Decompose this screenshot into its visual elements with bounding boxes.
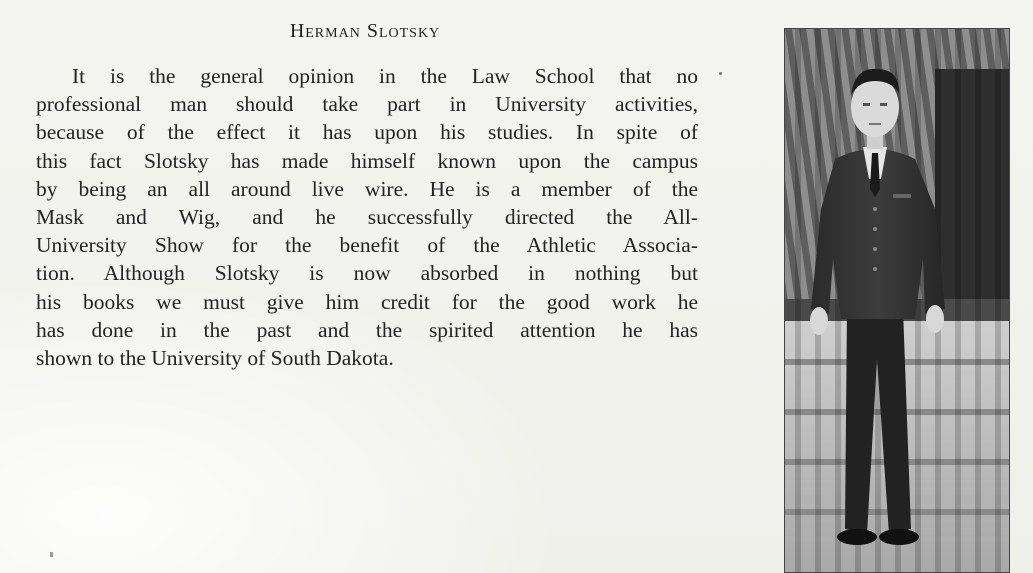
paragraph-line: his books we must give him credit for the good work he xyxy=(36,289,698,314)
paragraph-line: because of the effect it has upon his studies. In spite of xyxy=(36,120,698,145)
biography-paragraph xyxy=(36,62,698,372)
portrait-illustration xyxy=(785,29,1009,572)
page-title: Herman Slotsky xyxy=(289,20,441,42)
paragraph-line: University Show for the benefit of the Athletic Associa- xyxy=(36,233,698,258)
paragraph-line: shown to the University of South Dakota. xyxy=(36,346,394,371)
portrait-photo xyxy=(784,28,1010,573)
paragraph-line: has done in the past and the spirited attention he has xyxy=(36,317,698,342)
paragraph-line: It is the general opinion in the Law School that no xyxy=(72,64,698,88)
speck-mark xyxy=(719,72,722,75)
paragraph-line: tion. Although Slotsky is now absorbed in nothing but xyxy=(36,261,698,286)
paragraph-line: by being an all around live wire. He is a member of the xyxy=(36,176,698,201)
paragraph-line: this fact Slotsky has made himself known upon the campus xyxy=(36,148,698,173)
speck-mark xyxy=(50,552,53,557)
paragraph-line: Mask and Wig, and he successfully directed the All- xyxy=(36,205,698,230)
paragraph-line: professional man should take part in University activities, xyxy=(36,92,698,117)
